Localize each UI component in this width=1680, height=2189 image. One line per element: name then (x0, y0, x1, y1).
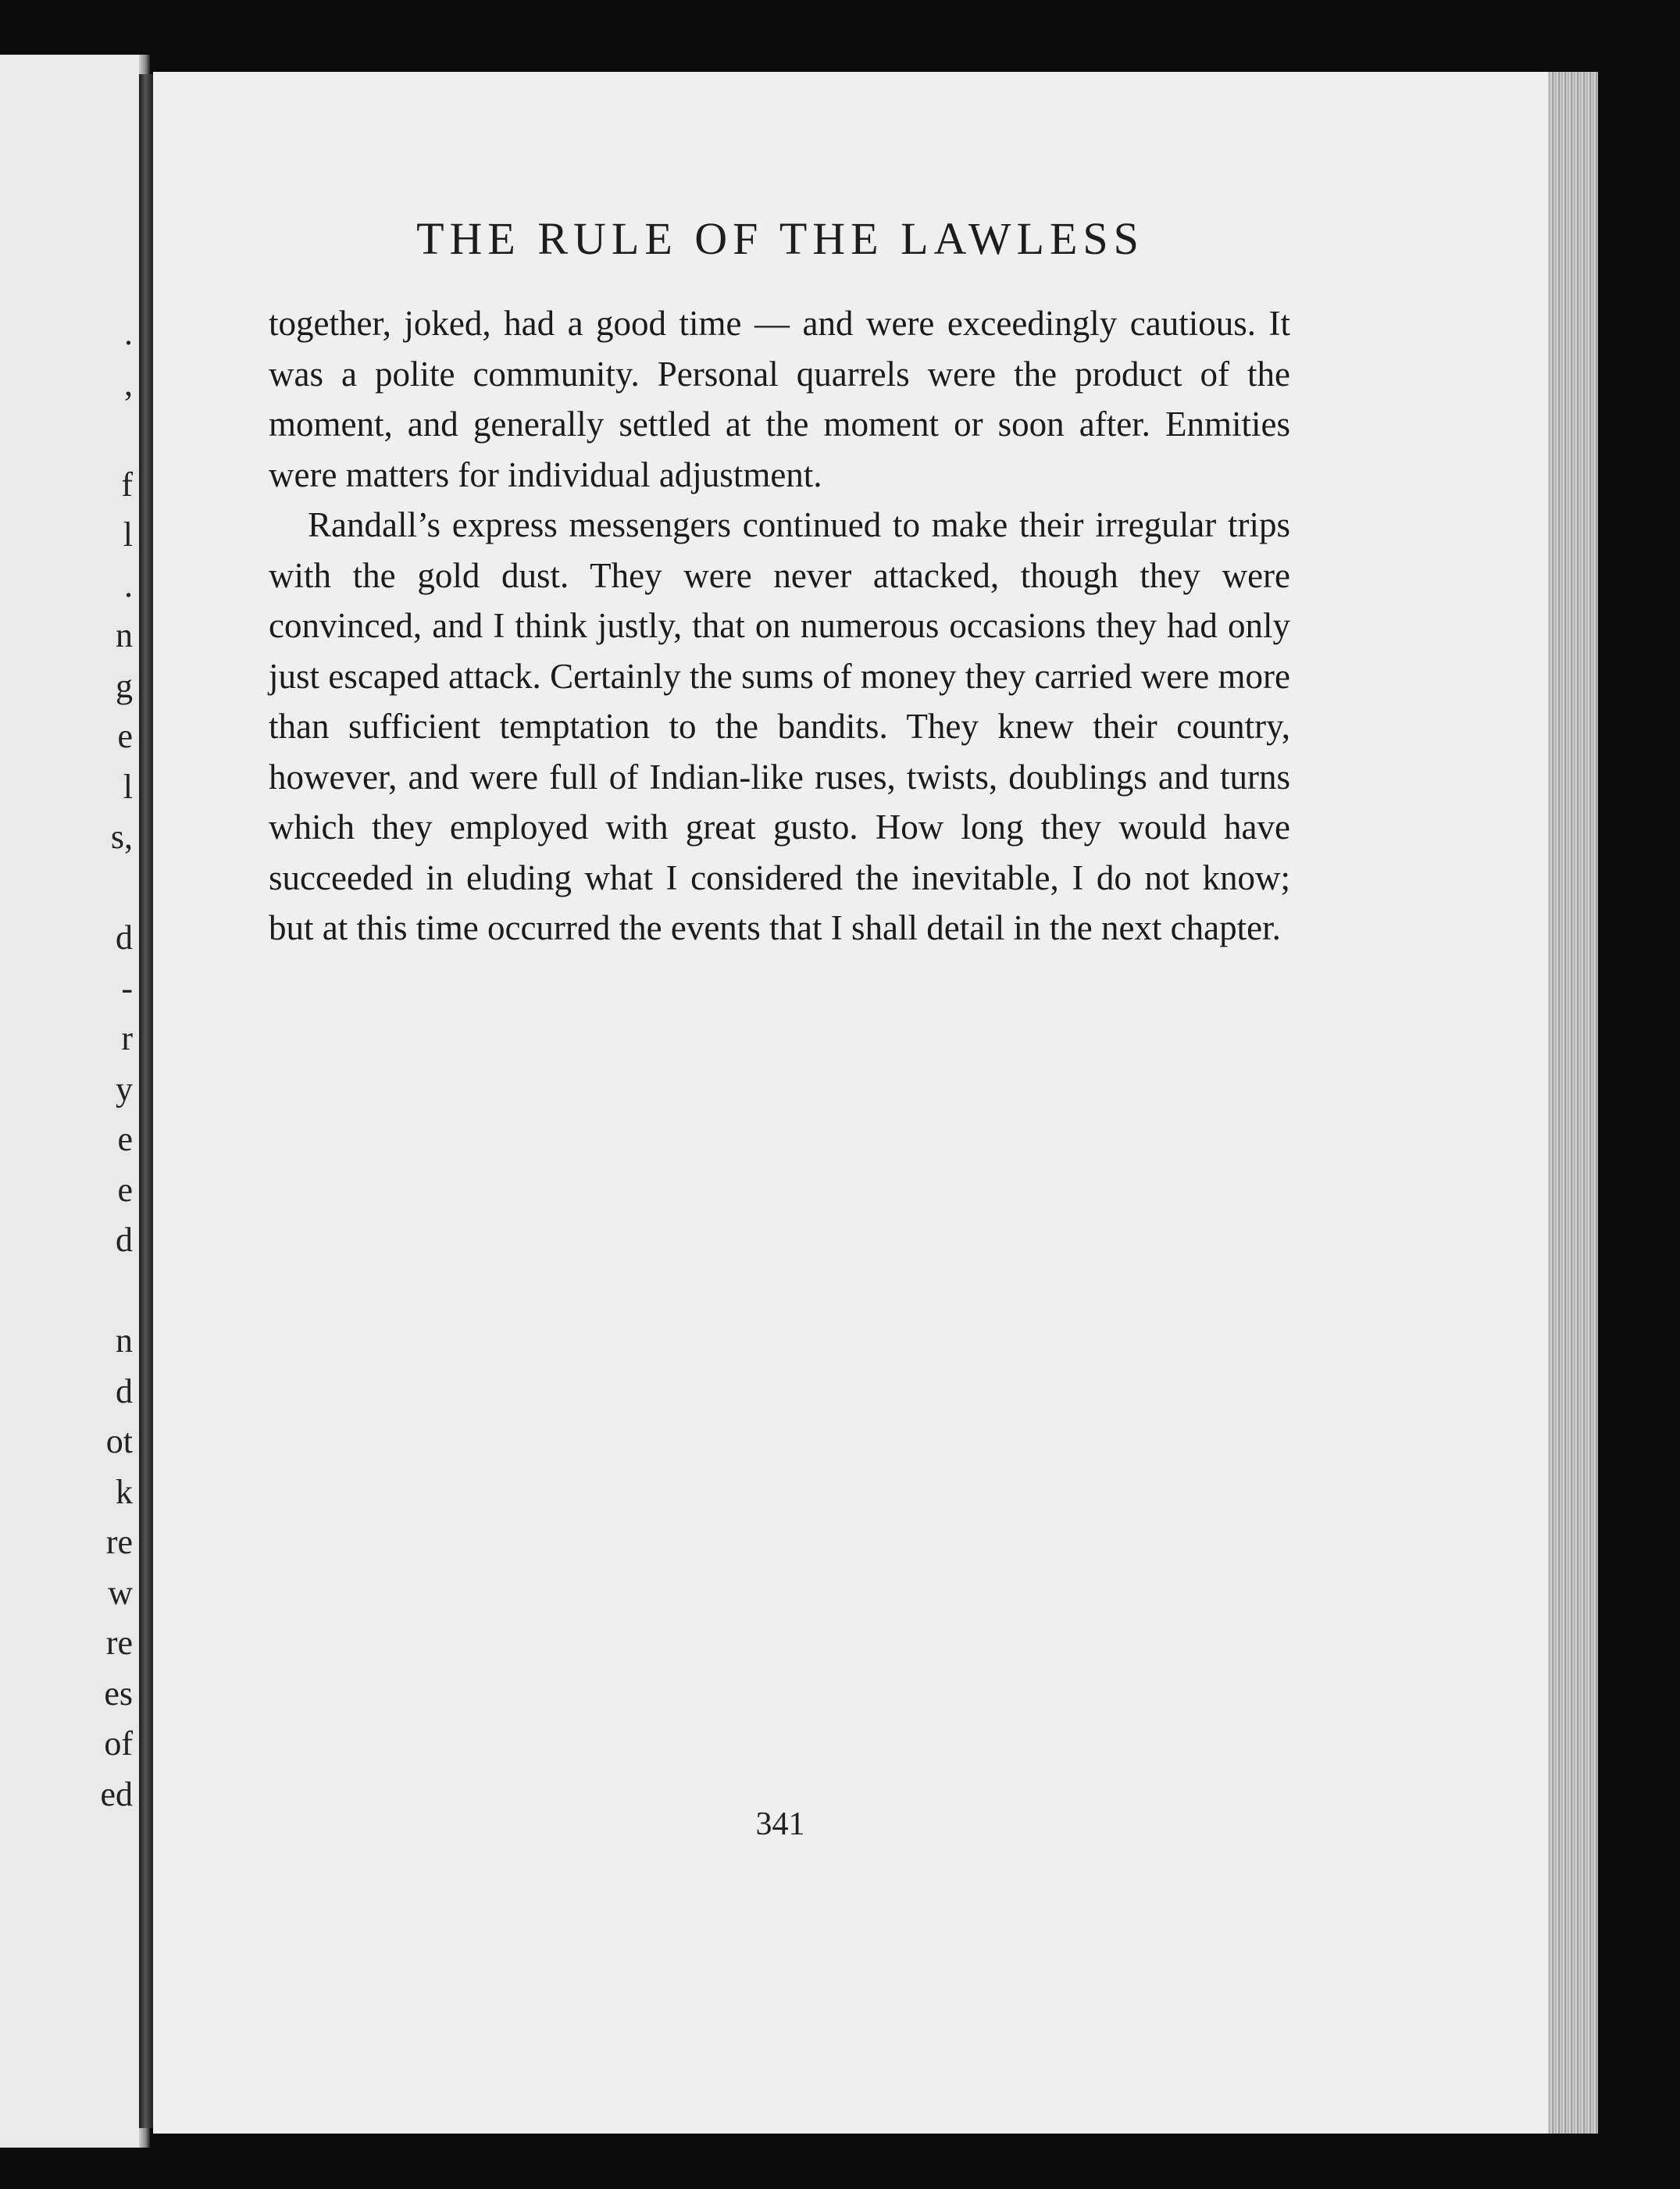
running-head: THE RULE OF THE LAWLESS (416, 213, 1144, 264)
facing-line: l (123, 767, 133, 806)
facing-page (0, 55, 150, 2148)
facing-line: of (104, 1724, 133, 1763)
facing-line: n (116, 616, 133, 654)
facing-line: re (105, 1624, 133, 1662)
facing-line: e (117, 1120, 133, 1158)
facing-line: , (124, 364, 133, 403)
page-fore-edge (1548, 72, 1598, 2134)
facing-line: s, (110, 818, 133, 856)
facing-line: . (124, 314, 133, 352)
facing-line: y (116, 1069, 133, 1108)
facing-line: d (116, 918, 133, 957)
facing-line: r (121, 1019, 133, 1057)
page-number: 341 (755, 1806, 805, 1842)
book-spine (139, 74, 153, 2128)
facing-page-text-fragments (39, 308, 133, 1820)
facing-line: g (116, 666, 133, 705)
facing-line: ed (100, 1774, 133, 1813)
paragraph: Randall’s express messengers continued to make their irregular trips with the gold dust. They were never attacked, though they were convinced, and I think justly, that on numerous occasions they had only just escaped attack. Certainly the sums of money they carried were more than sufficient temptation to the bandits. They knew their country, however, and were full of Indian-like ruses, twists, doublings and turns which they employed with great gusto. How long they would have succeeded in eluding what I considered the inevitable, I do not know; but at this time occurred the events that I shall detail in the next chapter. (269, 505, 1290, 947)
facing-line: d (116, 1371, 133, 1410)
facing-line: f (121, 465, 133, 504)
paragraph-continuation: together, joked, had a good time — and were exceedingly cautious. It was a polite community. Personal quarrels were the product of the moment, and generally settled at the moment or soon after. Enmities were matters for individual adjustment. (269, 304, 1290, 494)
facing-line: d (116, 1221, 133, 1259)
book-page (153, 72, 1598, 2134)
facing-line: e (117, 717, 133, 755)
page-body (269, 298, 1290, 954)
facing-line: re (105, 1523, 133, 1561)
facing-line (39, 863, 133, 914)
facing-line: k (116, 1472, 133, 1511)
facing-line (39, 1266, 133, 1317)
facing-line: ot (105, 1422, 133, 1460)
facing-line: - (121, 968, 133, 1007)
facing-line (39, 409, 133, 460)
facing-line: es (104, 1674, 133, 1713)
facing-line: l (123, 515, 133, 554)
facing-line: e (117, 1170, 133, 1209)
facing-line: . (124, 565, 133, 604)
facing-line: w (108, 1573, 133, 1612)
facing-line: n (116, 1321, 133, 1360)
